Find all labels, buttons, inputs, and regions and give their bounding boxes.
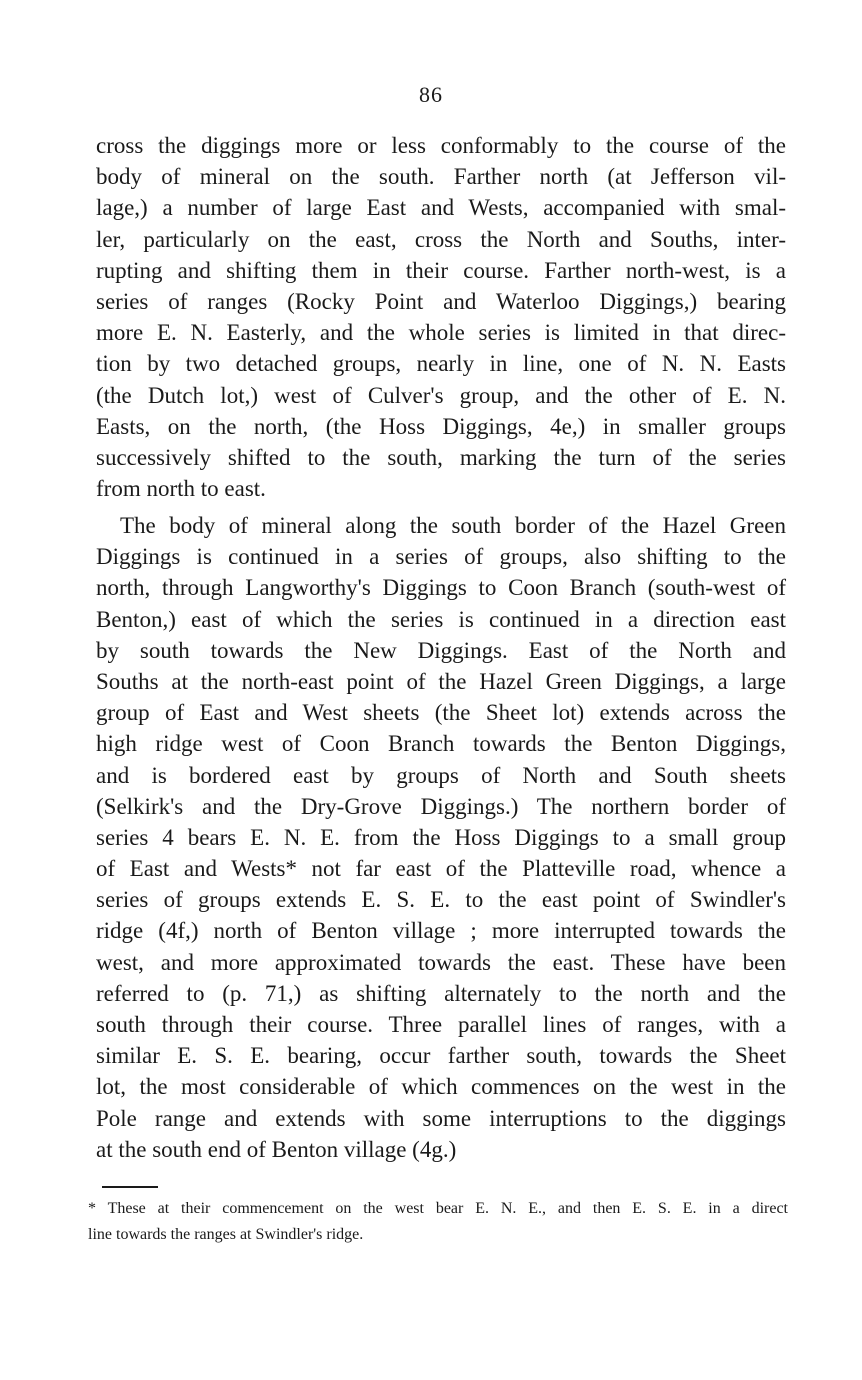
text-line: series of groups extends E. S. E. to the east point of Swindler's [96, 887, 786, 913]
text-line: ler, particularly on the east, cross the North and Souths, inter- [96, 226, 786, 252]
text-line: (the Dutch lot,) west of Culver's group, and the other of E. N. [96, 382, 786, 408]
text-line: west, and more approximated towards the east. These have been [96, 949, 786, 975]
text-line: ridge (4f,) north of Benton village ; more interrupted towards the [96, 918, 786, 944]
text-line: lot, the most considerable of which commences on the west in the [96, 1074, 786, 1100]
text-line: Pole range and extends with some interruptions to the diggings [96, 1105, 786, 1131]
text-line: high ridge west of Coon Branch towards the Benton Diggings, [96, 731, 786, 757]
footnote-line: line towards the ranges at Swindler's ridge. [88, 1226, 364, 1243]
text-line: cross the diggings more or less conformably to the course of the [96, 133, 786, 158]
text-line: Souths at the north-east point of the Hazel Green Diggings, a large [96, 668, 786, 694]
text-line: lage,) a number of large East and Wests, accompanied with smal- [96, 195, 786, 221]
text-line: (Selkirk's and the Dry-Grove Diggings.) The northern border of [96, 793, 786, 819]
text-line: series 4 bears E. N. E. from the Hoss Diggings to a small group [96, 824, 786, 850]
paragraph-2 [96, 510, 786, 1165]
text-line: south through their course. Three parallel lines of ranges, with a [96, 1012, 786, 1037]
paragraph-1 [96, 130, 786, 504]
text-line: at the south end of Benton village (4g.) [96, 1136, 457, 1162]
page-number: 86 [419, 82, 443, 107]
text-line: of East and Wests* not far east of the Platteville road, whence a [96, 856, 786, 882]
text-line: and is bordered east by groups of North and South sheets [96, 762, 786, 788]
text-line: body of mineral on the south. Farther north (at Jefferson vil- [96, 164, 786, 190]
text-line: by south towards the New Diggings. East of the North and [96, 637, 786, 663]
text-line: Diggings is continued in a series of groups, also shifting to the [96, 544, 786, 570]
text-line: tion by two detached groups, nearly in line, one of N. N. Easts [96, 351, 786, 377]
footnote-line: * These at their commencement on the west bear E. N. E., and then E. S. E. in a direct [88, 1200, 788, 1217]
text-line: from north to east. [96, 476, 266, 502]
text-line: rupting and shifting them in their course. Farther north-west, is a [96, 257, 786, 283]
text-line: group of East and West sheets (the Sheet lot) extends across the [96, 700, 786, 726]
text-line: series of ranges (Rocky Point and Waterloo Diggings,) bearing [96, 288, 786, 314]
footnote-divider [102, 1186, 158, 1188]
text-line: north, through Langworthy's Diggings to Coon Branch (south-west of [96, 575, 786, 601]
text-line: similar E. S. E. bearing, occur farther south, towards the Sheet [96, 1043, 786, 1069]
text-line: Easts, on the north, (the Hoss Diggings, 4e,) in smaller groups [96, 413, 786, 439]
text-line: Benton,) east of which the series is continued in a direction east [96, 606, 786, 632]
footnote [88, 1196, 788, 1248]
text-line: The body of mineral along the south border of the Hazel Green [120, 513, 786, 538]
text-line: successively shifted to the south, marking the turn of the series [96, 444, 786, 470]
text-line: more E. N. Easterly, and the whole series is limited in that direc- [96, 320, 786, 346]
text-line: referred to (p. 71,) as shifting alternately to the north and the [96, 980, 786, 1006]
